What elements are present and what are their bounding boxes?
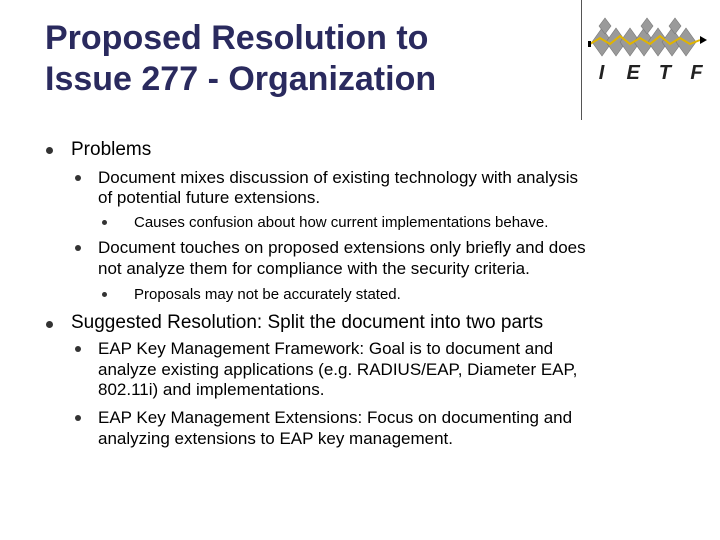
problem-2-line-2: not analyze them for compliance with the security criteria. <box>98 259 530 278</box>
resolution-2-line-2: analyzing extensions to EAP key management. <box>98 429 454 448</box>
logo-letter-f: F <box>690 62 705 84</box>
bullet-dot <box>46 147 53 154</box>
slide-title <box>45 18 436 100</box>
bullet-dot <box>75 175 81 181</box>
resolution-1-line-3: 802.11i) and implementations. <box>98 380 325 399</box>
bullet-dot <box>46 321 53 328</box>
logo-letter-e: E <box>626 62 642 84</box>
title-line-2: Issue 277 - Organization <box>45 60 437 98</box>
logo-letter-t: T <box>658 62 673 84</box>
bullet-dot <box>102 292 107 297</box>
bullet-dot <box>75 346 81 352</box>
resolution-1-line-1: EAP Key Management Framework: Goal is to document and <box>98 339 554 358</box>
logo-letter-i: I <box>598 62 607 84</box>
bullet-resolution: Suggested Resolution: Split the document into two parts <box>71 312 544 333</box>
problem-1-line-2: of potential future extensions. <box>98 188 321 207</box>
problem-2-line-1: Document touches on proposed extensions only briefly and does <box>98 238 586 257</box>
bullet-dot <box>75 415 81 421</box>
problem-1-line-1: Document mixes discussion of existing technology with analysis <box>98 168 579 187</box>
bullet-dot <box>75 245 81 251</box>
ietf-logo-letters <box>590 62 710 85</box>
resolution-1-line-2: analyze existing applications (e.g. RADIUS/EAP, Diameter EAP, <box>98 360 578 379</box>
problem-2-sub: Proposals may not be accurately stated. <box>134 286 401 303</box>
bullet-problems: Problems <box>71 139 152 160</box>
bullet-dot <box>102 220 107 225</box>
problem-1-sub: Causes confusion about how current implementations behave. <box>134 214 549 231</box>
resolution-2-line-1: EAP Key Management Extensions: Focus on documenting and <box>98 408 573 427</box>
title-line-1: Proposed Resolution to <box>45 19 429 57</box>
logo-divider <box>581 0 582 120</box>
